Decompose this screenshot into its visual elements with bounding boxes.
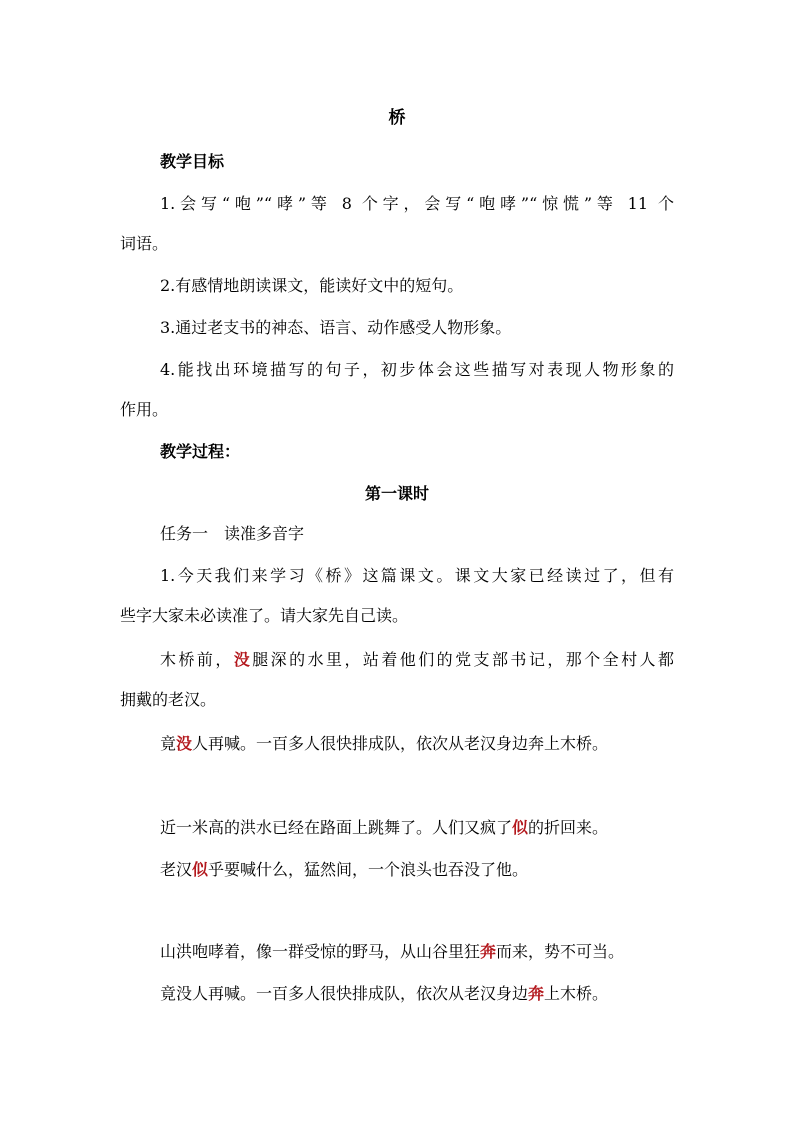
sentence-text: 木桥前，	[160, 650, 234, 669]
highlighted-char: 奔	[528, 984, 545, 1003]
sentence-text: 竟没人再喊。一百多人很快排成队，依次从老汉身边	[160, 984, 529, 1003]
highlighted-char: 没	[176, 734, 193, 753]
sentence-text: 老汉	[160, 860, 193, 879]
highlighted-char: 没	[233, 650, 253, 669]
sentence-1-line-1	[160, 650, 674, 670]
sentence-6	[160, 984, 608, 1004]
sentence-text: 乎要喊什么，猛然间，一个浪头也吞没了他。	[208, 860, 529, 879]
highlighted-char: 奔	[480, 942, 497, 961]
sentence-text: 腿深的水里，站着他们的党支部书记，那个全村人都	[252, 650, 674, 669]
sentence-text: 近一米高的洪水已经在路面上跳舞了。人们又疯了	[160, 818, 513, 837]
process-heading: 教学过程：	[160, 442, 241, 461]
sentence-5	[160, 942, 624, 962]
sentence-2	[160, 734, 608, 754]
goal-item-1-line-2: 词语。	[120, 234, 169, 253]
goal-item-4-line-2: 作用。	[120, 400, 169, 419]
goal-item-2: 2.有感情地朗读课文，能读好文中的短句。	[160, 276, 464, 295]
task-1-heading: 任务一 读准多音字	[160, 524, 305, 543]
lesson-heading: 第一课时	[364, 484, 429, 503]
highlighted-char: 似	[512, 818, 529, 837]
sentence-3	[160, 818, 608, 838]
sentence-1-line-2: 拥戴的老汉。	[120, 690, 217, 709]
step-1-line-2: 些字大家未必读准了。请大家先自己读。	[120, 606, 409, 625]
sentence-4	[160, 860, 528, 880]
goals-heading: 教学目标	[160, 152, 225, 171]
sentence-text: 的折回来。	[528, 818, 609, 837]
sentence-text: 上木桥。	[544, 984, 609, 1003]
highlighted-char: 似	[192, 860, 209, 879]
page-title: 桥	[388, 108, 406, 128]
goal-item-1-line-1: 1.会写“咆”“哮”等 8 个字，会写“咆哮”“惊慌”等 11 个	[160, 194, 674, 213]
sentence-text: 而来，势不可当。	[496, 942, 625, 961]
sentence-text: 竟	[160, 734, 177, 753]
sentence-text: 人再喊。一百多人很快排成队，依次从老汉身边奔上木桥。	[192, 734, 609, 753]
goal-item-4-line-1: 4.能找出环境描写的句子，初步体会这些描写对表现人物形象的	[160, 360, 674, 379]
step-1-line-1: 1.今天我们来学习《桥》这篇课文。课文大家已经读过了，但有	[160, 566, 674, 585]
goal-item-3: 3.通过老支书的神态、语言、动作感受人物形象。	[160, 318, 512, 337]
sentence-text: 山洪咆哮着，像一群受惊的野马，从山谷里狂	[160, 942, 481, 961]
